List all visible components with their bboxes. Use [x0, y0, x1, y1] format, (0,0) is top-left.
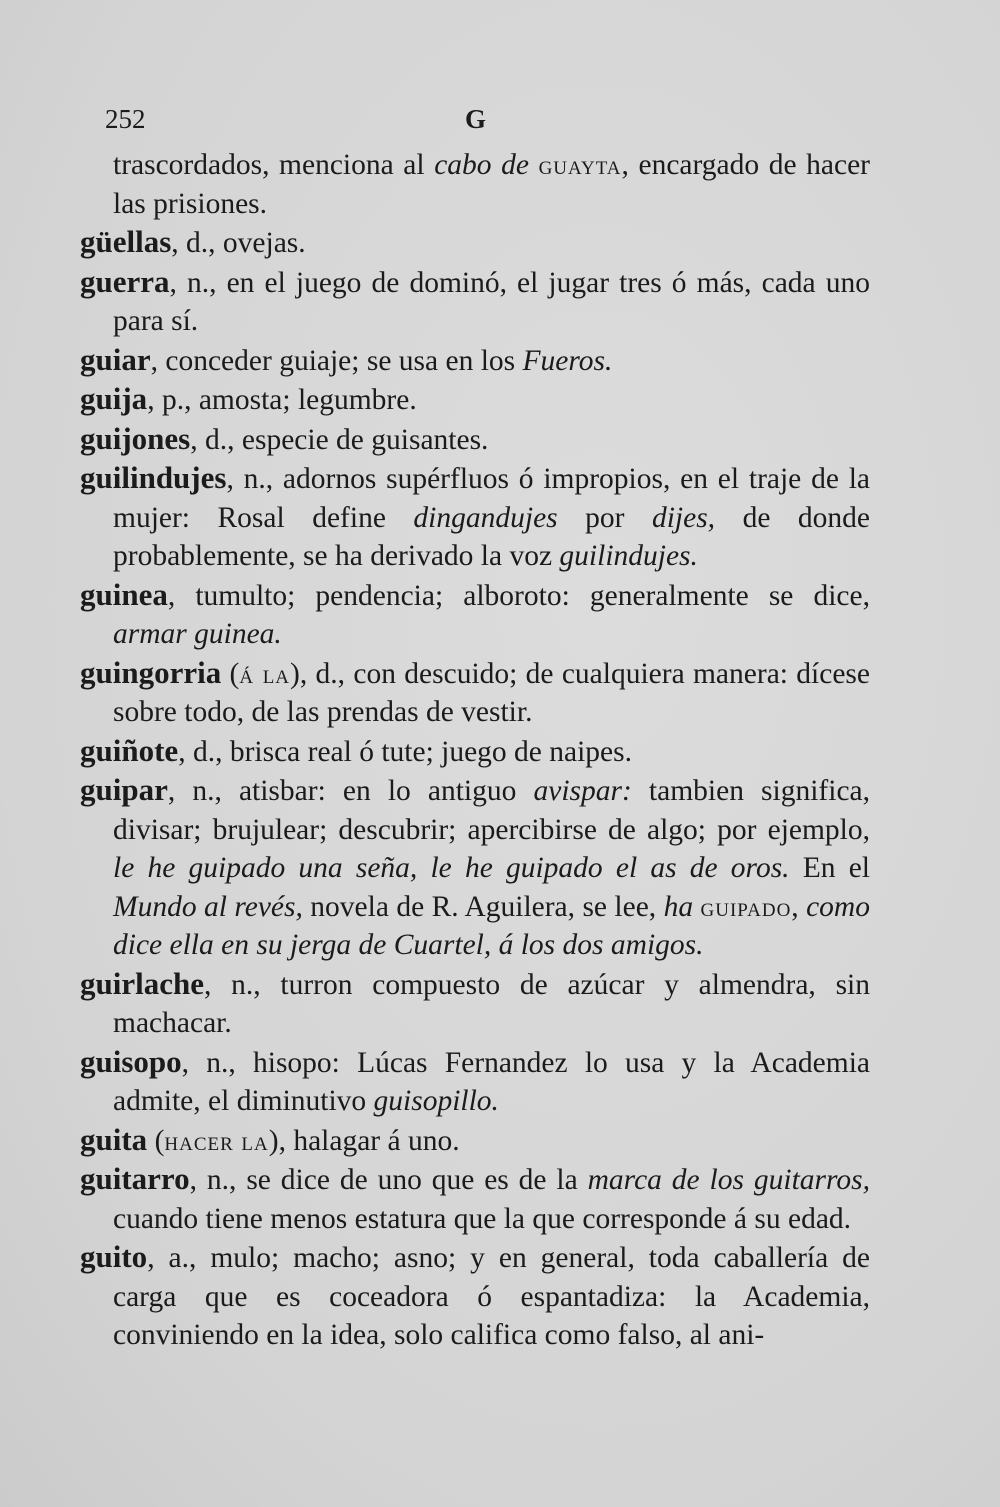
- headword: guerra: [80, 263, 170, 299]
- italic-text: Mundo al revés,: [113, 890, 303, 923]
- entry-text: , a., mulo; macho; asno; y en general, toda caballería de carga que es coceadora ó espantadiza: la Academia, conviniendo en la idea, solo califica como falso, al ani-: [113, 1242, 870, 1351]
- italic-text: Fueros.: [522, 344, 613, 377]
- headword: güellas: [80, 224, 172, 259]
- entry-text: , encargado de hacer las prisiones.: [113, 149, 871, 220]
- entry-text: de donde probablemente, se ha derivado la voz: [113, 501, 870, 572]
- dictionary-entry-guayta_cont: [80, 146, 870, 223]
- entry-text: , d., especie de guisantes.: [190, 423, 489, 456]
- headword: guisopo: [80, 1043, 182, 1079]
- entry-text: (: [221, 657, 240, 690]
- section-letter: G: [465, 104, 487, 134]
- entry-text: ), halagar á uno.: [268, 1124, 460, 1157]
- dictionary-entry-guitarro: [80, 1160, 870, 1238]
- dictionary-entry-guinote: [80, 732, 870, 772]
- entry-text: En el: [789, 852, 871, 884]
- entry-text: , n., adornos supérfluos ó impropios, en el traje de la mujer: Rosal define: [113, 463, 870, 534]
- headword: guiar: [80, 341, 151, 377]
- headword: guijones: [80, 420, 191, 456]
- dictionary-entry-guipar: [80, 771, 870, 965]
- page-header: [105, 104, 865, 144]
- dictionary-entry-guinea: [80, 576, 870, 654]
- headword: guingorria: [80, 654, 222, 690]
- entry-text: [693, 891, 700, 923]
- italic-text: guisopillo.: [373, 1085, 499, 1117]
- dictionary-entry-guirlache: [80, 965, 870, 1043]
- entry-text: , p., amosta; legumbre.: [147, 384, 417, 416]
- italic-text: guilindujes.: [559, 540, 698, 572]
- small-caps-text: á la: [239, 658, 291, 689]
- dictionary-entry-guerra: [80, 263, 870, 341]
- dictionary-entry-guisopo: [80, 1043, 870, 1121]
- dictionary-entry-guiar: [80, 341, 870, 381]
- entry-text: por: [557, 501, 652, 534]
- dictionary-entry-guita: [80, 1121, 870, 1161]
- entry-text: , tumulto; pendencia; alboroto: generalmente se dice,: [167, 579, 870, 612]
- headword: guinea: [80, 576, 168, 612]
- small-caps-text: hacer la: [164, 1125, 269, 1156]
- italic-text: marca de los guitarros,: [587, 1164, 870, 1196]
- headword: guija: [80, 381, 148, 416]
- italic-text: dijes,: [651, 501, 716, 534]
- entry-text: ), d., con descuido; de cualquiera manera: dícese sobre todo, de las prendas de vestir.: [113, 657, 871, 728]
- entry-text: , n., atisbar: en lo antiguo: [167, 775, 534, 807]
- entry-text: [529, 149, 539, 181]
- dictionary-entry-guijones: [80, 420, 870, 460]
- small-caps-text: guayta: [538, 150, 622, 180]
- entry-text: , n., hisopo: Lúcas Fernandez lo usa y la Academia admite, el diminutivo: [113, 1046, 870, 1117]
- entry-text: , n., turron compuesto de azúcar y almendra, sin machacar.: [113, 968, 870, 1039]
- entry-text: , conceder guiaje; se usa en los: [150, 344, 523, 377]
- italic-text: armar guinea.: [113, 618, 282, 650]
- dictionary-entry-guingorria: [80, 654, 870, 732]
- dictionary-entry-guilindujes: [80, 459, 870, 576]
- entry-text: , n., en el juego de dominó, el jugar tres ó más, cada uno para sí.: [113, 266, 870, 337]
- dictionary-entry-guellas: [80, 223, 870, 263]
- entry-text: tambien significa, divisar; brujulear; descubrir; apercibirse de algo; por ejemplo,: [113, 775, 871, 846]
- small-caps-text: guipado: [700, 891, 792, 922]
- entry-text: , n., se dice de uno que es de la: [189, 1164, 588, 1196]
- dictionary-entry-guito: [80, 1238, 870, 1355]
- entry-text: cuando tiene menos estatura que la que corresponde á su edad.: [113, 1202, 852, 1235]
- italic-text: como dice ella en su jerga de Cuartel, á los dos amigos.: [113, 890, 870, 961]
- headword: guipar: [80, 772, 168, 807]
- dictionary-entries: [80, 146, 870, 1355]
- headword: guito: [80, 1239, 148, 1274]
- italic-text: avispar:: [533, 775, 632, 807]
- headword: guita: [80, 1121, 148, 1157]
- entry-text: trascordados, menciona al: [113, 149, 435, 181]
- headword: guiñote: [80, 732, 179, 768]
- dictionary-entry-guija: [80, 380, 870, 420]
- headword: guitarro: [80, 1161, 190, 1196]
- entry-text: ,: [791, 890, 807, 923]
- page-number: 252: [105, 104, 146, 134]
- entry-text: , d., brisca real ó tute; juego de naipes.: [178, 735, 633, 768]
- entry-text: (: [147, 1124, 165, 1157]
- headword: guirlache: [80, 965, 204, 1001]
- italic-text: le he guipado una seña, le he guipado el as de oros.: [113, 852, 790, 884]
- headword: guilindujes: [80, 460, 227, 495]
- entry-text: , d., ovejas.: [171, 227, 306, 259]
- italic-text: ha: [663, 890, 694, 923]
- italic-text: dingandujes: [413, 501, 558, 534]
- italic-text: cabo de: [434, 149, 529, 181]
- entry-text: novela de R. Aguilera, se lee,: [302, 890, 664, 923]
